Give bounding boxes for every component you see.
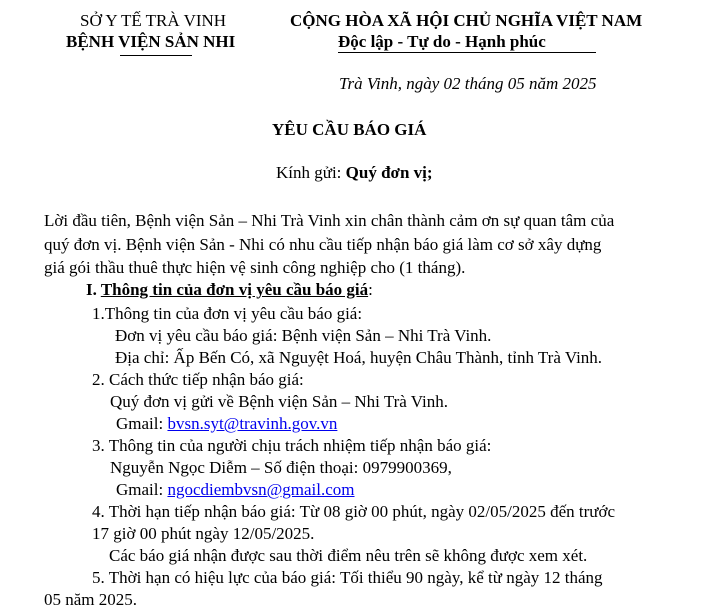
item-4-line-2: 17 giờ 00 phút ngày 12/05/2025. xyxy=(92,524,315,543)
item-4-line-3: Các báo giá nhận được sau thời điểm nêu trên sẽ không được xem xét. xyxy=(109,546,588,565)
section-1-colon: : xyxy=(368,280,373,299)
item-3-email-link[interactable]: ngocdiembvsn@gmail.com xyxy=(167,480,355,499)
item-2-gmail-label: Gmail: xyxy=(116,414,168,433)
intro-line-2: quý đơn vị. Bệnh viện Sản - Nhi có nhu cầu tiếp nhận báo giá làm cơ sở xây dựng xyxy=(44,235,602,254)
greeting-recipient: Quý đơn vị; xyxy=(345,163,433,182)
intro-line-1: Lời đầu tiên, Bệnh viện Sản – Nhi Trà Vinh xin chân thành cảm ơn sự quan tâm của xyxy=(44,211,615,230)
department-name: SỞ Y TẾ TRÀ VINH xyxy=(80,11,227,30)
item-2-gmail xyxy=(116,415,337,432)
item-2-email-link[interactable]: bvsn.syt@travinh.gov.vn xyxy=(167,414,338,433)
greeting-prefix: Kính gửi: xyxy=(276,163,346,182)
date-line: Trà Vinh, ngày 02 tháng 05 năm 2025 xyxy=(339,74,597,93)
national-motto: Độc lập - Tự do - Hạnh phúc xyxy=(338,32,546,51)
item-1-line-1: Đơn vị yêu cầu báo giá: Bệnh viện Sản – Nhi Trà Vinh. xyxy=(115,326,492,345)
item-3-line-1: Nguyễn Ngọc Diễm – Số điện thoại: 0979900369, xyxy=(110,458,452,477)
item-5-line-2: 05 năm 2025. xyxy=(44,590,138,609)
item-3-heading: 3. Thông tin của người chịu trách nhiệm tiếp nhận báo giá: xyxy=(92,436,492,455)
section-1-heading xyxy=(86,281,373,298)
greeting xyxy=(276,164,433,181)
item-2-line-1: Quý đơn vị gửi về Bệnh viện Sản – Nhi Trà Vinh. xyxy=(110,392,448,411)
intro-line-3: giá gói thầu thuê thực hiện vệ sinh công nghiệp cho (1 tháng). xyxy=(44,258,466,277)
item-1-line-2: Địa chỉ: Ấp Bến Có, xã Nguyệt Hoá, huyện Châu Thành, tỉnh Trà Vinh. xyxy=(115,348,603,367)
item-3-gmail-label: Gmail: xyxy=(116,480,168,499)
item-5-line-1: 5. Thời hạn có hiệu lực của báo giá: Tối thiểu 90 ngày, kể từ ngày 12 tháng xyxy=(92,568,603,587)
national-title: CỘNG HÒA XÃ HỘI CHỦ NGHĨA VIỆT NAM xyxy=(290,11,643,30)
item-2-heading: 2. Cách thức tiếp nhận báo giá: xyxy=(92,370,304,389)
section-1-title: Thông tin của đơn vị yêu cầu báo giá xyxy=(100,280,369,299)
hospital-underline xyxy=(120,55,192,56)
item-3-gmail xyxy=(116,481,355,498)
document-title: YÊU CẦU BÁO GIÁ xyxy=(272,120,427,139)
item-4-line-1: 4. Thời hạn tiếp nhận báo giá: Từ 08 giờ 00 phút, ngày 02/05/2025 đến trước xyxy=(92,502,616,521)
motto-underline xyxy=(338,52,596,53)
section-1-number: I. xyxy=(86,280,101,299)
hospital-name: BỆNH VIỆN SẢN NHI xyxy=(66,32,236,51)
item-1-heading: 1.Thông tin của đơn vị yêu cầu báo giá: xyxy=(92,304,363,323)
